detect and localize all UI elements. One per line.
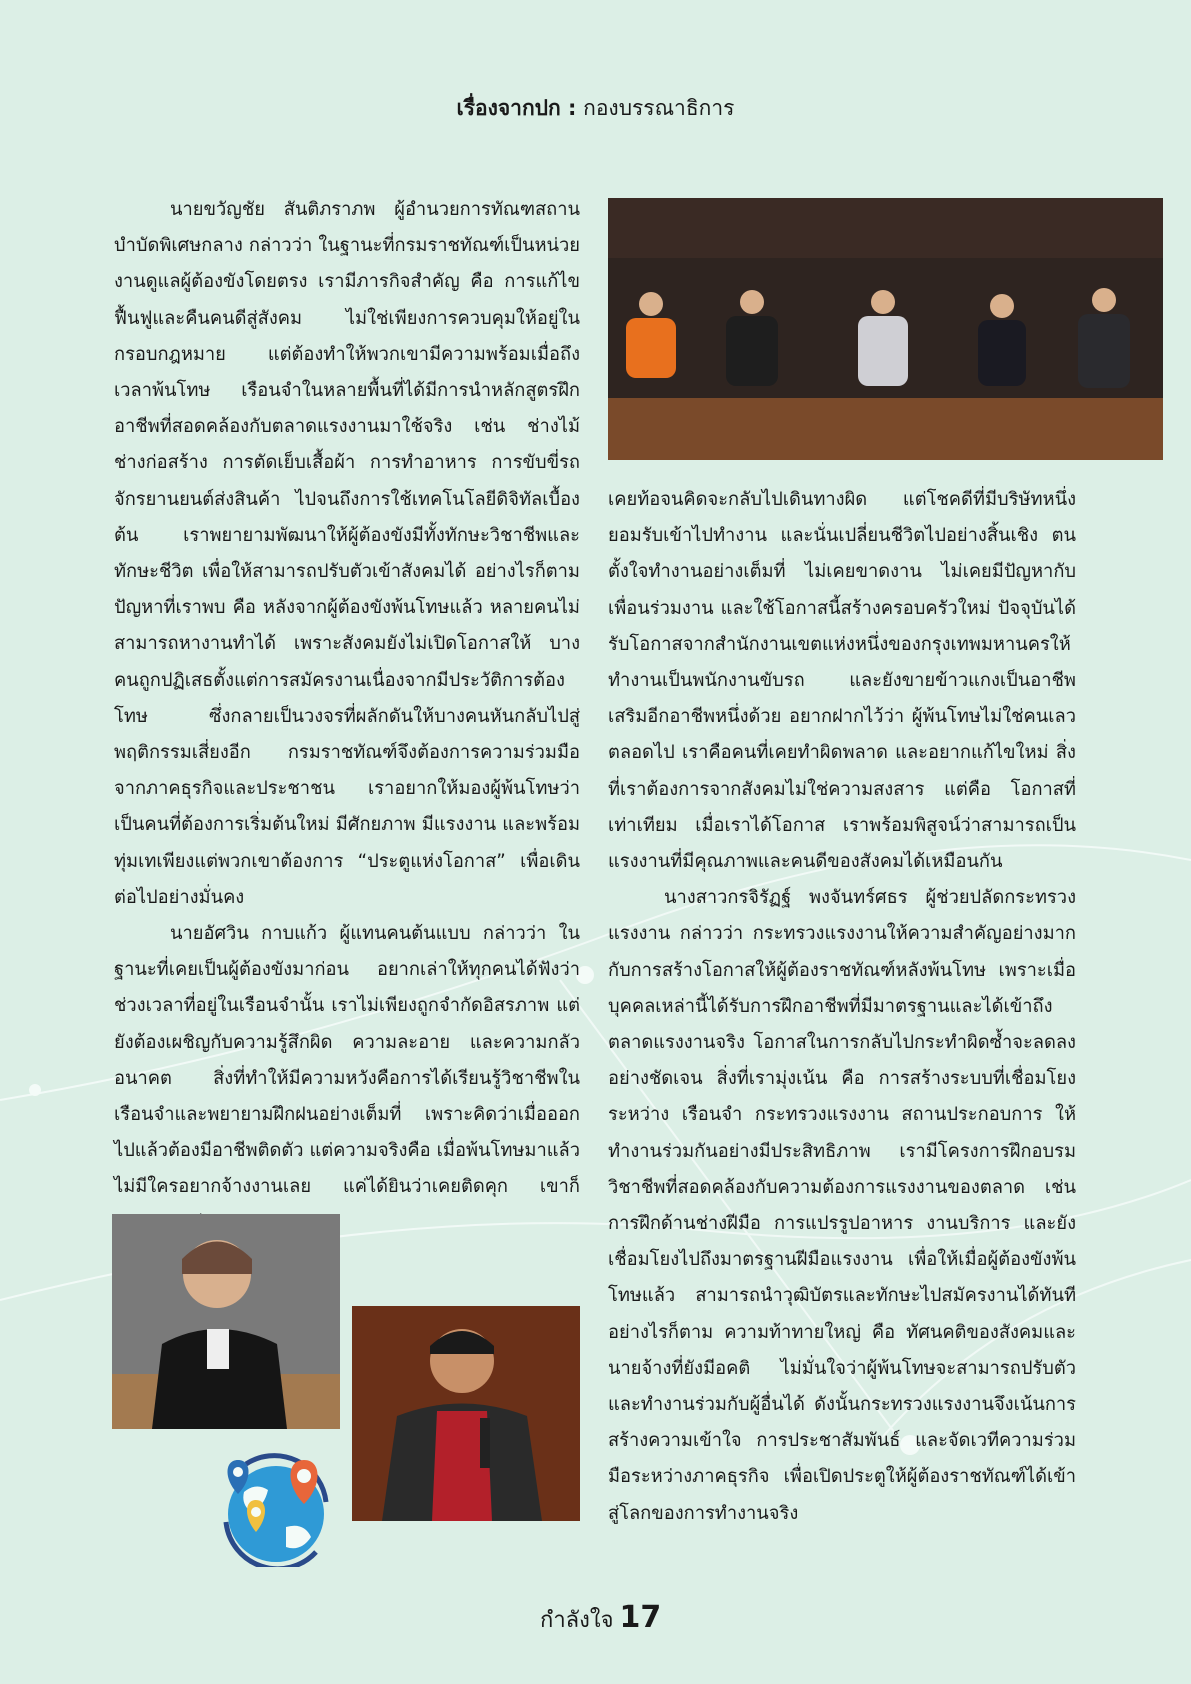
paragraph: นายขวัญชัย สันติภราภพ ผู้อำนวยการทัณฑสถานบำบัดพิเศษกลาง กล่าวว่า ในฐานะที่กรมราชทัณฑ์เป็นหน่วยงานดูแลผู้ต้องขังโดยตรง เรามีภารกิจสำคัญ คือ การแก้ไขฟื้นฟูและคืนคนดีสู่สังคม ไม่ใช่เพียงการควบคุมให้อยู่ในกรอบกฎหมาย แต่ต้องทำให้พวกเขามีความพร้อมเมื่อถึงเวลาพ้นโทษ เรือนจำในหลายพื้นที่ได้มีการนำหลักสูตรฝึกอาชีพที่สอดคล้องกับตลาดแรงงานมาใช้จริง เช่น ช่างไม้ ช่างก่อสร้าง การตัดเย็บเสื้อผ้า การทำอาหาร การขับขี่รถจักรยานยนต์ส่งสินค้า ไปจนถึงการใช้เทคโนโลยีดิจิทัลเบื้องต้น เราพยายามพัฒนาให้ผู้ต้องขังมีทั้งทักษะวิชาชีพและทักษะชีวิต เพื่อให้สามารถปรับตัวเข้าสังคมได้ อย่างไรก็ตามปัญหาที่เราพบ คือ หลังจากผู้ต้องขังพ้นโทษแล้ว หลายคนไม่สามารถหางานทำได้ เพราะสังคมยังไม่เปิดโอกาสให้ บางคนถูกปฏิเสธตั้งแต่การสมัครงานเนื่องจากมีประวัติการต้องโทษ ซึ่งกลายเป็นวงจรที่ผลักดันให้บางคนหันกลับไปสู่พฤติกรรมเสี่ยงอีก กรมราชทัณฑ์จึงต้องการความร่วมมือจากภาคธุรกิจและประชาชน เราอยากให้มองผู้พ้นโทษว่าเป็นคนที่ต้องการเริ่มต้นใหม่ มีศักยภาพ มีแรงงาน และพร้อมทุ่มเทเพียงแต่พวกเขาต้องการ “ประตูแห่งโอกาส” เพื่อเดินต่อไปอย่างมั่นคง xyxy=(114,199,580,908)
page-number: 17 xyxy=(619,1600,662,1635)
portrait-photo-woman xyxy=(112,1214,340,1429)
article-left-column xyxy=(114,192,580,1242)
page-header xyxy=(0,92,1191,125)
section-author: กองบรรณาธิการ xyxy=(583,96,735,120)
globe-location-pin-icon xyxy=(216,1452,336,1567)
portrait-photo-man xyxy=(352,1306,580,1521)
paragraph: นางสาวกรจิรัฏฐ์ พงจันทร์ศธร ผู้ช่วยปลัดกระทรวงแรงงาน กล่าวว่า กระทรวงแรงงานให้ความสำคัญอย่างมากกับการสร้างโอกาสให้ผู้ต้องราชทัณฑ์หลังพ้นโทษ เพราะเมื่อบุคคลเหล่านี้ได้รับการฝึกอาชีพที่มีมาตรฐานและได้เข้าถึงตลาดแรงงานจริง โอกาสในการกลับไปกระทำผิดซ้ำจะลดลงอย่างชัดเจน สิ่งที่เรามุ่งเน้น คือ การสร้างระบบที่เชื่อมโยงระหว่าง เรือนจำ กระทรวงแรงงาน สถานประกอบการ ให้ทำงานร่วมกันอย่างมีประสิทธิภาพ เรามีโครงการฝึกอบรมวิชาชีพที่สอดคล้องกับความต้องการแรงงานของตลาด เช่น การฝึกด้านช่างฝีมือ การแปรรูปอาหาร งานบริการ และยังเชื่อมโยงไปถึงมาตรฐานฝีมือแรงงาน เพื่อให้เมื่อผู้ต้องขังพ้นโทษแล้ว สามารถนำวุฒิบัตรและทักษะไปสมัครงานได้ทันที อย่างไรก็ตาม ความท้าทายใหญ่ คือ ทัศนคติของสังคมและนายจ้างที่ยังมีอคติ ไม่มั่นใจว่าผู้พ้นโทษจะสามารถปรับตัวและทำงานร่วมกับผู้อื่นได้ ดังนั้นกระทรวงแรงงานจึงเน้นการสร้างความเข้าใจ การประชาสัมพันธ์ และจัดเวทีความร่วมมือระหว่างภาคธุรกิจ เพื่อเปิดประตูให้ผู้ต้องราชทัณฑ์ได้เข้าสู่โลกของการทำงานจริง xyxy=(608,887,1076,1524)
panel-discussion-photo xyxy=(608,198,1163,460)
section-title: เรื่องจากปก : xyxy=(456,96,577,120)
magazine-name: กำลังใจ xyxy=(540,1608,614,1633)
article-right-column xyxy=(608,482,1076,1532)
paragraph: นายอัศวิน กาบแก้ว ผู้แทนคนต้นแบบ กล่าวว่า ในฐานะที่เคยเป็นผู้ต้องขังมาก่อน อยากเล่าให้ทุกคนได้ฟังว่าช่วงเวลาที่อยู่ในเรือนจำนั้น เราไม่เพียงถูกจำกัดอิสรภาพ แต่ยังต้องเผชิญกับความรู้สึกผิด ความละอาย และความกลัวอนาคต สิ่งที่ทำให้มีความหวังคือการได้เรียนรู้วิชาชีพในเรือนจำและพยายามฝึกฝนอย่างเต็มที่ เพราะคิดว่าเมื่อออกไปแล้วต้องมีอาชีพติดตัว แต่ความจริงคือ เมื่อพ้นโทษมาแล้ว ไม่มีใครอยากจ้างงานเลย แค่ได้ยินว่าเคยติดคุก เขาก็ xyxy=(114,923,580,1198)
page-footer xyxy=(540,1600,661,1637)
paragraph: เคยท้อจนคิดจะกลับไปเดินทางผิด แต่โชคดีที่มีบริษัทหนึ่งยอมรับเข้าไปทำงาน และนั่นเปลี่ยนชีวิตไปอย่างสิ้นเชิง ตนตั้งใจทำงานอย่างเต็มที่ ไม่เคยขาดงาน ไม่เคยมีปัญหากับเพื่อนร่วมงาน และใช้โอกาสนี้สร้างครอบครัวใหม่ ปัจจุบันได้รับโอกาสจากสำนักงานเขตแห่งหนึ่งของกรุงเทพมหานครให้ทำงานเป็นพนักงานขับรถ และยังขายข้าวแกงเป็นอาชีพเสริมอีกอาชีพหนึ่งด้วย อยากฝากไว้ว่า ผู้พ้นโทษไม่ใช่คนเลวตลอดไป เราคือคนที่เคยทำผิดพลาด และอยากแก้ไขใหม่ สิ่งที่เราต้องการจากสังคมไม่ใช่ความสงสาร แต่คือ โอกาสที่เท่าเทียม เมื่อเราได้โอกาส เราพร้อมพิสูจน์ว่าสามารถเป็นแรงงานที่มีคุณภาพและคนดีของสังคมได้เหมือนกัน xyxy=(608,489,1076,873)
